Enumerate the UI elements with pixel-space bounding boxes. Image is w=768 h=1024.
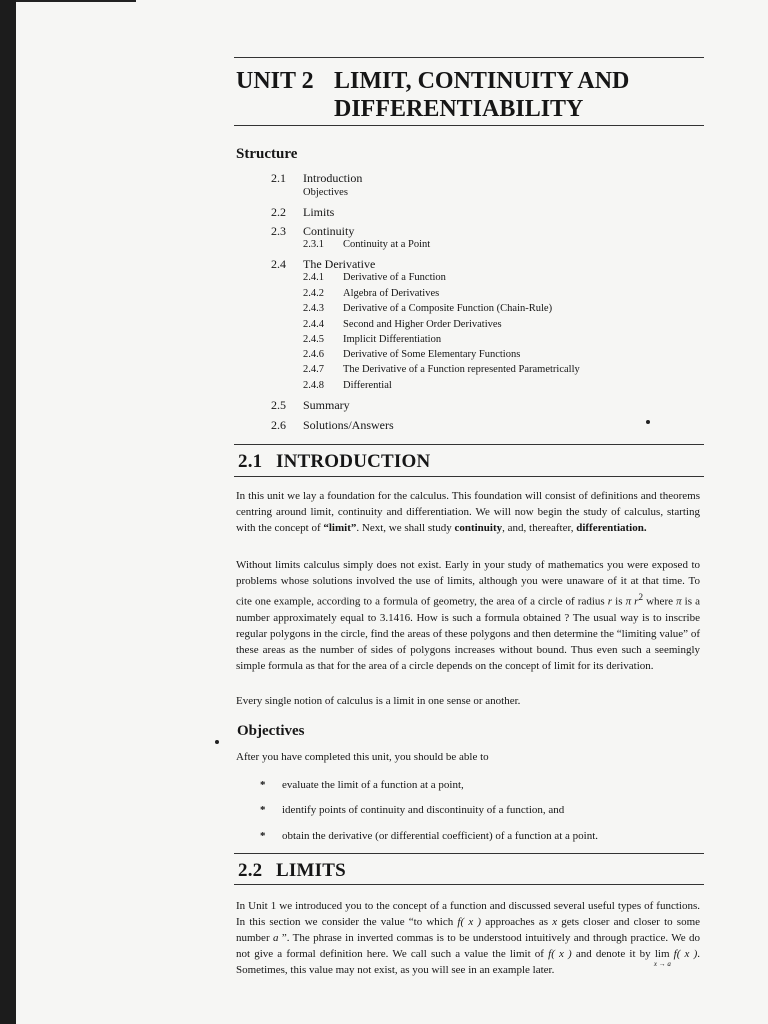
toc-number: 2.6 bbox=[271, 418, 286, 432]
toc-number: 2.5 bbox=[271, 398, 286, 412]
toc-subitem bbox=[303, 318, 502, 332]
math-var: a bbox=[272, 932, 279, 944]
unit-label: UNIT 2 bbox=[236, 68, 314, 94]
section-rule-top bbox=[234, 853, 704, 854]
math-superscript: 2 bbox=[638, 592, 644, 602]
text-run: ”. The phrase in inverted commas is to be understood intuitively and through practice. We do not give a formal definition here. We call such a value the limit of bbox=[236, 932, 700, 960]
toc-label: Implicit Differentiation bbox=[343, 334, 442, 345]
bullet-star: * bbox=[260, 779, 266, 791]
toc-number: 2.4.2 bbox=[303, 288, 324, 299]
intro-paragraph-1 bbox=[236, 488, 700, 536]
bullet-star: * bbox=[260, 830, 266, 842]
section-title-limits bbox=[238, 860, 346, 882]
toc-number: 2.3.1 bbox=[303, 239, 324, 250]
toc-number: 2.4.6 bbox=[303, 349, 324, 360]
math-var: π bbox=[625, 595, 632, 608]
text-run: . Next, we shall study bbox=[356, 522, 455, 534]
objective-text: evaluate the limit of a function at a point, bbox=[282, 779, 464, 791]
toc-label: Solutions/Answers bbox=[303, 418, 394, 432]
toc-label: Differential bbox=[343, 380, 392, 391]
text-run: is bbox=[612, 595, 626, 608]
objective-text: obtain the derivative (or differential coefficient) of a function at a point. bbox=[282, 830, 599, 842]
unit-title-line1: LIMIT, CONTINUITY AND bbox=[334, 68, 630, 94]
text-run: and denote it by bbox=[571, 948, 655, 960]
objective-text: identify points of continuity and discontinuity of a function, and bbox=[282, 804, 565, 816]
lim-operator: lim bbox=[654, 948, 670, 960]
toc-label: Continuity bbox=[303, 224, 355, 238]
term-continuity: continuity bbox=[454, 522, 503, 534]
toc-item bbox=[271, 398, 350, 412]
toc-label: Introduction bbox=[303, 171, 363, 185]
text-run: is a number approximately equal to 3.1416. How is such a formula obtained ? The usual way is to inscribe regular polygons in the circle, find the areas of these polygons and then determine the “limiting value” of these areas as the number of sides of polygons increases without bound. Thus even such a seemingly simple formula as that for the area of a circle depends on the concept of limit for its derivation. bbox=[236, 595, 700, 672]
speck bbox=[215, 740, 219, 744]
toc-label: Derivative of a Function bbox=[343, 272, 446, 283]
math-var: r bbox=[607, 595, 613, 608]
toc-subitem bbox=[303, 287, 439, 301]
toc-label: The Derivative of a Function represented Parametrically bbox=[343, 364, 580, 375]
text-run: In Unit 1 we introduced you to the concept of a function and discussed several useful types of functions. In this section we consider the value “to which bbox=[236, 900, 700, 928]
toc-number: 2.1 bbox=[271, 171, 286, 185]
toc-subitem bbox=[303, 363, 580, 377]
toc-item bbox=[271, 224, 354, 238]
toc-item bbox=[271, 205, 334, 219]
toc-subitem bbox=[303, 333, 441, 347]
toc-number: 2.4.5 bbox=[303, 334, 324, 345]
objective-item bbox=[260, 802, 564, 818]
math-var: π bbox=[676, 595, 682, 608]
text-run: approaches as bbox=[481, 916, 553, 928]
term-limit: “limit” bbox=[323, 522, 357, 534]
toc-label: Algebra of Derivatives bbox=[343, 288, 440, 299]
limits-paragraph-1 bbox=[236, 898, 700, 978]
objectives-intro: After you have completed this unit, you should be able to bbox=[236, 751, 489, 763]
section-rule-bottom bbox=[234, 884, 704, 885]
intro-paragraph-2 bbox=[236, 557, 700, 674]
toc-subitem bbox=[303, 348, 520, 362]
math-var: ( x ) bbox=[460, 916, 482, 928]
math-var: r bbox=[634, 595, 639, 608]
math-var: f bbox=[457, 916, 461, 928]
unit-title-line2: DIFFERENTIABILITY bbox=[334, 96, 584, 122]
toc-number: 2.4.1 bbox=[303, 272, 324, 283]
toc-subitem bbox=[303, 302, 552, 316]
section-title-text: LIMITS bbox=[276, 860, 346, 881]
heading-rule-bottom bbox=[234, 125, 704, 126]
section-number: 2.1 bbox=[238, 451, 263, 472]
speck bbox=[646, 420, 650, 424]
section-rule-bottom bbox=[234, 476, 704, 477]
math-var: f bbox=[673, 948, 677, 960]
objectives-heading: Objectives bbox=[237, 723, 305, 739]
term-differentiation: differentiation. bbox=[576, 522, 647, 534]
math-var: x bbox=[552, 916, 558, 928]
toc-item bbox=[271, 418, 394, 432]
scan-edge-bar bbox=[0, 0, 16, 1024]
toc-label: Second and Higher Order Derivatives bbox=[343, 319, 502, 330]
toc-label: Limits bbox=[303, 205, 335, 219]
text-run: where bbox=[643, 595, 677, 608]
unit-title bbox=[334, 67, 694, 123]
toc-number: 2.2 bbox=[271, 205, 286, 219]
section-title-text: INTRODUCTION bbox=[276, 451, 431, 472]
toc-subitem bbox=[303, 271, 446, 285]
toc-item bbox=[271, 257, 375, 271]
toc-subitem bbox=[303, 379, 392, 393]
math-var: f bbox=[548, 948, 552, 960]
objective-item bbox=[260, 777, 464, 793]
limit-notation bbox=[653, 946, 671, 968]
toc-label: Continuity at a Point bbox=[343, 239, 431, 250]
text-run: . Sometimes, this value may not exist, as you will see in an example later. bbox=[236, 948, 700, 976]
toc-label: Derivative of Some Elementary Functions bbox=[343, 349, 521, 360]
objective-item bbox=[260, 828, 598, 844]
toc-number: 2.4.8 bbox=[303, 380, 324, 391]
text-run: , and, thereafter, bbox=[502, 522, 577, 534]
toc-number: 2.4.3 bbox=[303, 303, 324, 314]
toc-number: 2.4 bbox=[271, 257, 286, 271]
toc-label: Derivative of a Composite Function (Chain-Rule) bbox=[343, 303, 553, 314]
lim-subscript: x → a bbox=[653, 960, 671, 968]
section-title-introduction bbox=[238, 451, 430, 473]
toc-number: 2.4.7 bbox=[303, 364, 324, 375]
math-var: ( x ) bbox=[676, 948, 698, 960]
toc-label: The Derivative bbox=[303, 257, 376, 271]
toc-label: Summary bbox=[303, 398, 350, 412]
toc-note: Objectives bbox=[303, 187, 348, 198]
toc-number: 2.3 bbox=[271, 224, 286, 238]
heading-rule-top bbox=[234, 57, 704, 58]
toc-number: 2.4.4 bbox=[303, 319, 324, 330]
section-number: 2.2 bbox=[238, 860, 263, 881]
toc-subitem bbox=[303, 238, 430, 252]
intro-paragraph-3: Every single notion of calculus is a limit in one sense or another. bbox=[236, 695, 521, 707]
top-rule bbox=[16, 0, 136, 2]
section-rule-top bbox=[234, 444, 704, 445]
bullet-star: * bbox=[260, 804, 266, 816]
structure-heading: Structure bbox=[236, 146, 298, 162]
toc-item bbox=[271, 171, 362, 185]
math-var: ( x ) bbox=[551, 948, 572, 960]
text-run: Without limits calculus simply does not exist. Early in your study of mathematics you were exposed to problems whose solutions involved the use of limits, although you were unaware of it at that time. To cite one example, according to a formula of geometry, the area of a circle of radius bbox=[236, 559, 700, 608]
text-run: In this unit we lay a foundation for the calculus. This foundation will consist of definitions and theorems centring around limit, continuity and differentiation. We will now begin the study of calculus, starting with the concept of bbox=[236, 490, 700, 534]
text-run: gets closer and closer to some number bbox=[236, 916, 701, 944]
